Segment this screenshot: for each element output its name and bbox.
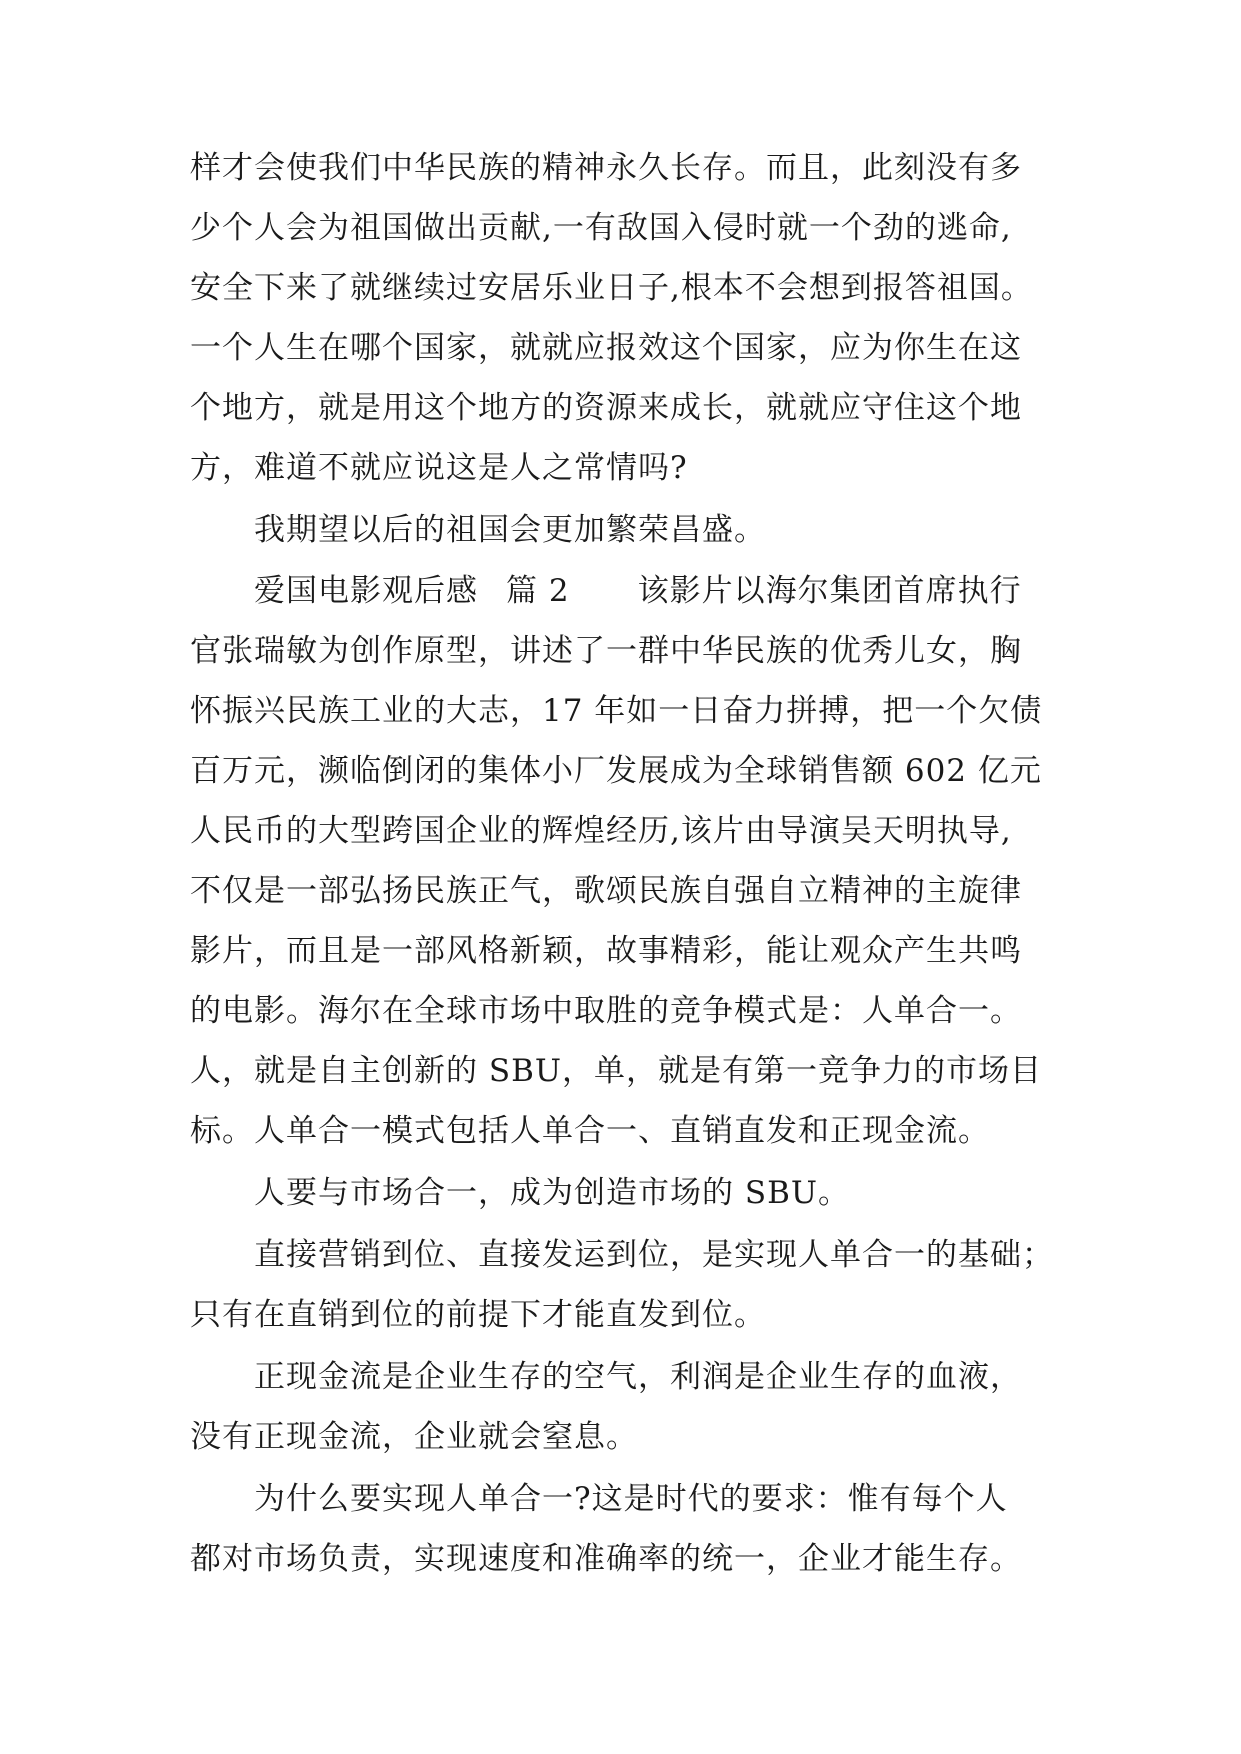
paragraph-line: 没有正现金流，企业就会窒息。 (190, 1419, 638, 1455)
paragraph-line: 一个人生在哪个国家，就就应报效这个国家，应为你生在这 (190, 330, 1022, 366)
paragraph-line: 百万元，濒临倒闭的集体小厂发展成为全球销售额 602 亿元 (190, 753, 1042, 789)
article-title: 爱国电影观后感 (254, 573, 478, 609)
paragraph-line: 标。人单合一模式包括人单合一、直销直发和正现金流。 (190, 1113, 990, 1149)
paragraph-line: 怀振兴民族工业的大志，17 年如一日奋力拼搏，把一个欠债 (190, 693, 1043, 729)
paragraph-line: 人民币的大型跨国企业的辉煌经历,该片由导演吴天明执导, (190, 813, 1012, 849)
paragraph-line: 的电影。海尔在全球市场中取胜的竞争模式是：人单合一。 (190, 993, 1022, 1029)
paragraph-line: 人要与市场合一，成为创造市场的 SBU。 (254, 1175, 850, 1211)
article-part-label: 篇 2 (506, 573, 570, 609)
paragraph-line: 样才会使我们中华民族的精神永久长存。而且，此刻没有多 (190, 150, 1022, 186)
paragraph-line: 影片，而且是一部风格新颖，故事精彩，能让观众产生共鸣 (190, 933, 1022, 969)
paragraph-line: 为什么要实现人单合一?这是时代的要求：惟有每个人 (254, 1481, 1008, 1517)
paragraph-line: 个地方，就是用这个地方的资源来成长，就就应守住这个地 (190, 390, 1022, 426)
heading-line-text: 该影片以海尔集团首席执行 (637, 573, 1022, 609)
paragraph-line: 我期望以后的祖国会更加繁荣昌盛。 (254, 512, 766, 548)
paragraph-line: 不仅是一部弘扬民族正气，歌颂民族自强自立精神的主旋律 (190, 873, 1022, 909)
paragraph-line: 直接营销到位、直接发运到位，是实现人单合一的基础； (254, 1237, 1054, 1273)
paragraph-line: 正现金流是企业生存的空气，利润是企业生存的血液， (254, 1359, 1022, 1395)
paragraph-line: 官张瑞敏为创作原型，讲述了一群中华民族的优秀儿女，胸 (190, 633, 1022, 669)
paragraph-line: 方，难道不就应说这是人之常情吗? (190, 450, 688, 486)
paragraph-line: 人，就是自主创新的 SBU，单，就是有第一竞争力的市场目 (190, 1053, 1042, 1089)
article-heading-line (254, 561, 1022, 621)
paragraph-line: 少个人会为祖国做出贡献,一有敌国入侵时就一个劲的逃命, (190, 210, 1012, 246)
paragraph-line: 只有在直销到位的前提下才能直发到位。 (190, 1297, 766, 1333)
paragraph-line: 都对市场负责，实现速度和准确率的统一，企业才能生存。 (190, 1541, 1022, 1577)
paragraph-line: 安全下来了就继续过安居乐业日子,根本不会想到报答祖国。 (190, 270, 1033, 306)
